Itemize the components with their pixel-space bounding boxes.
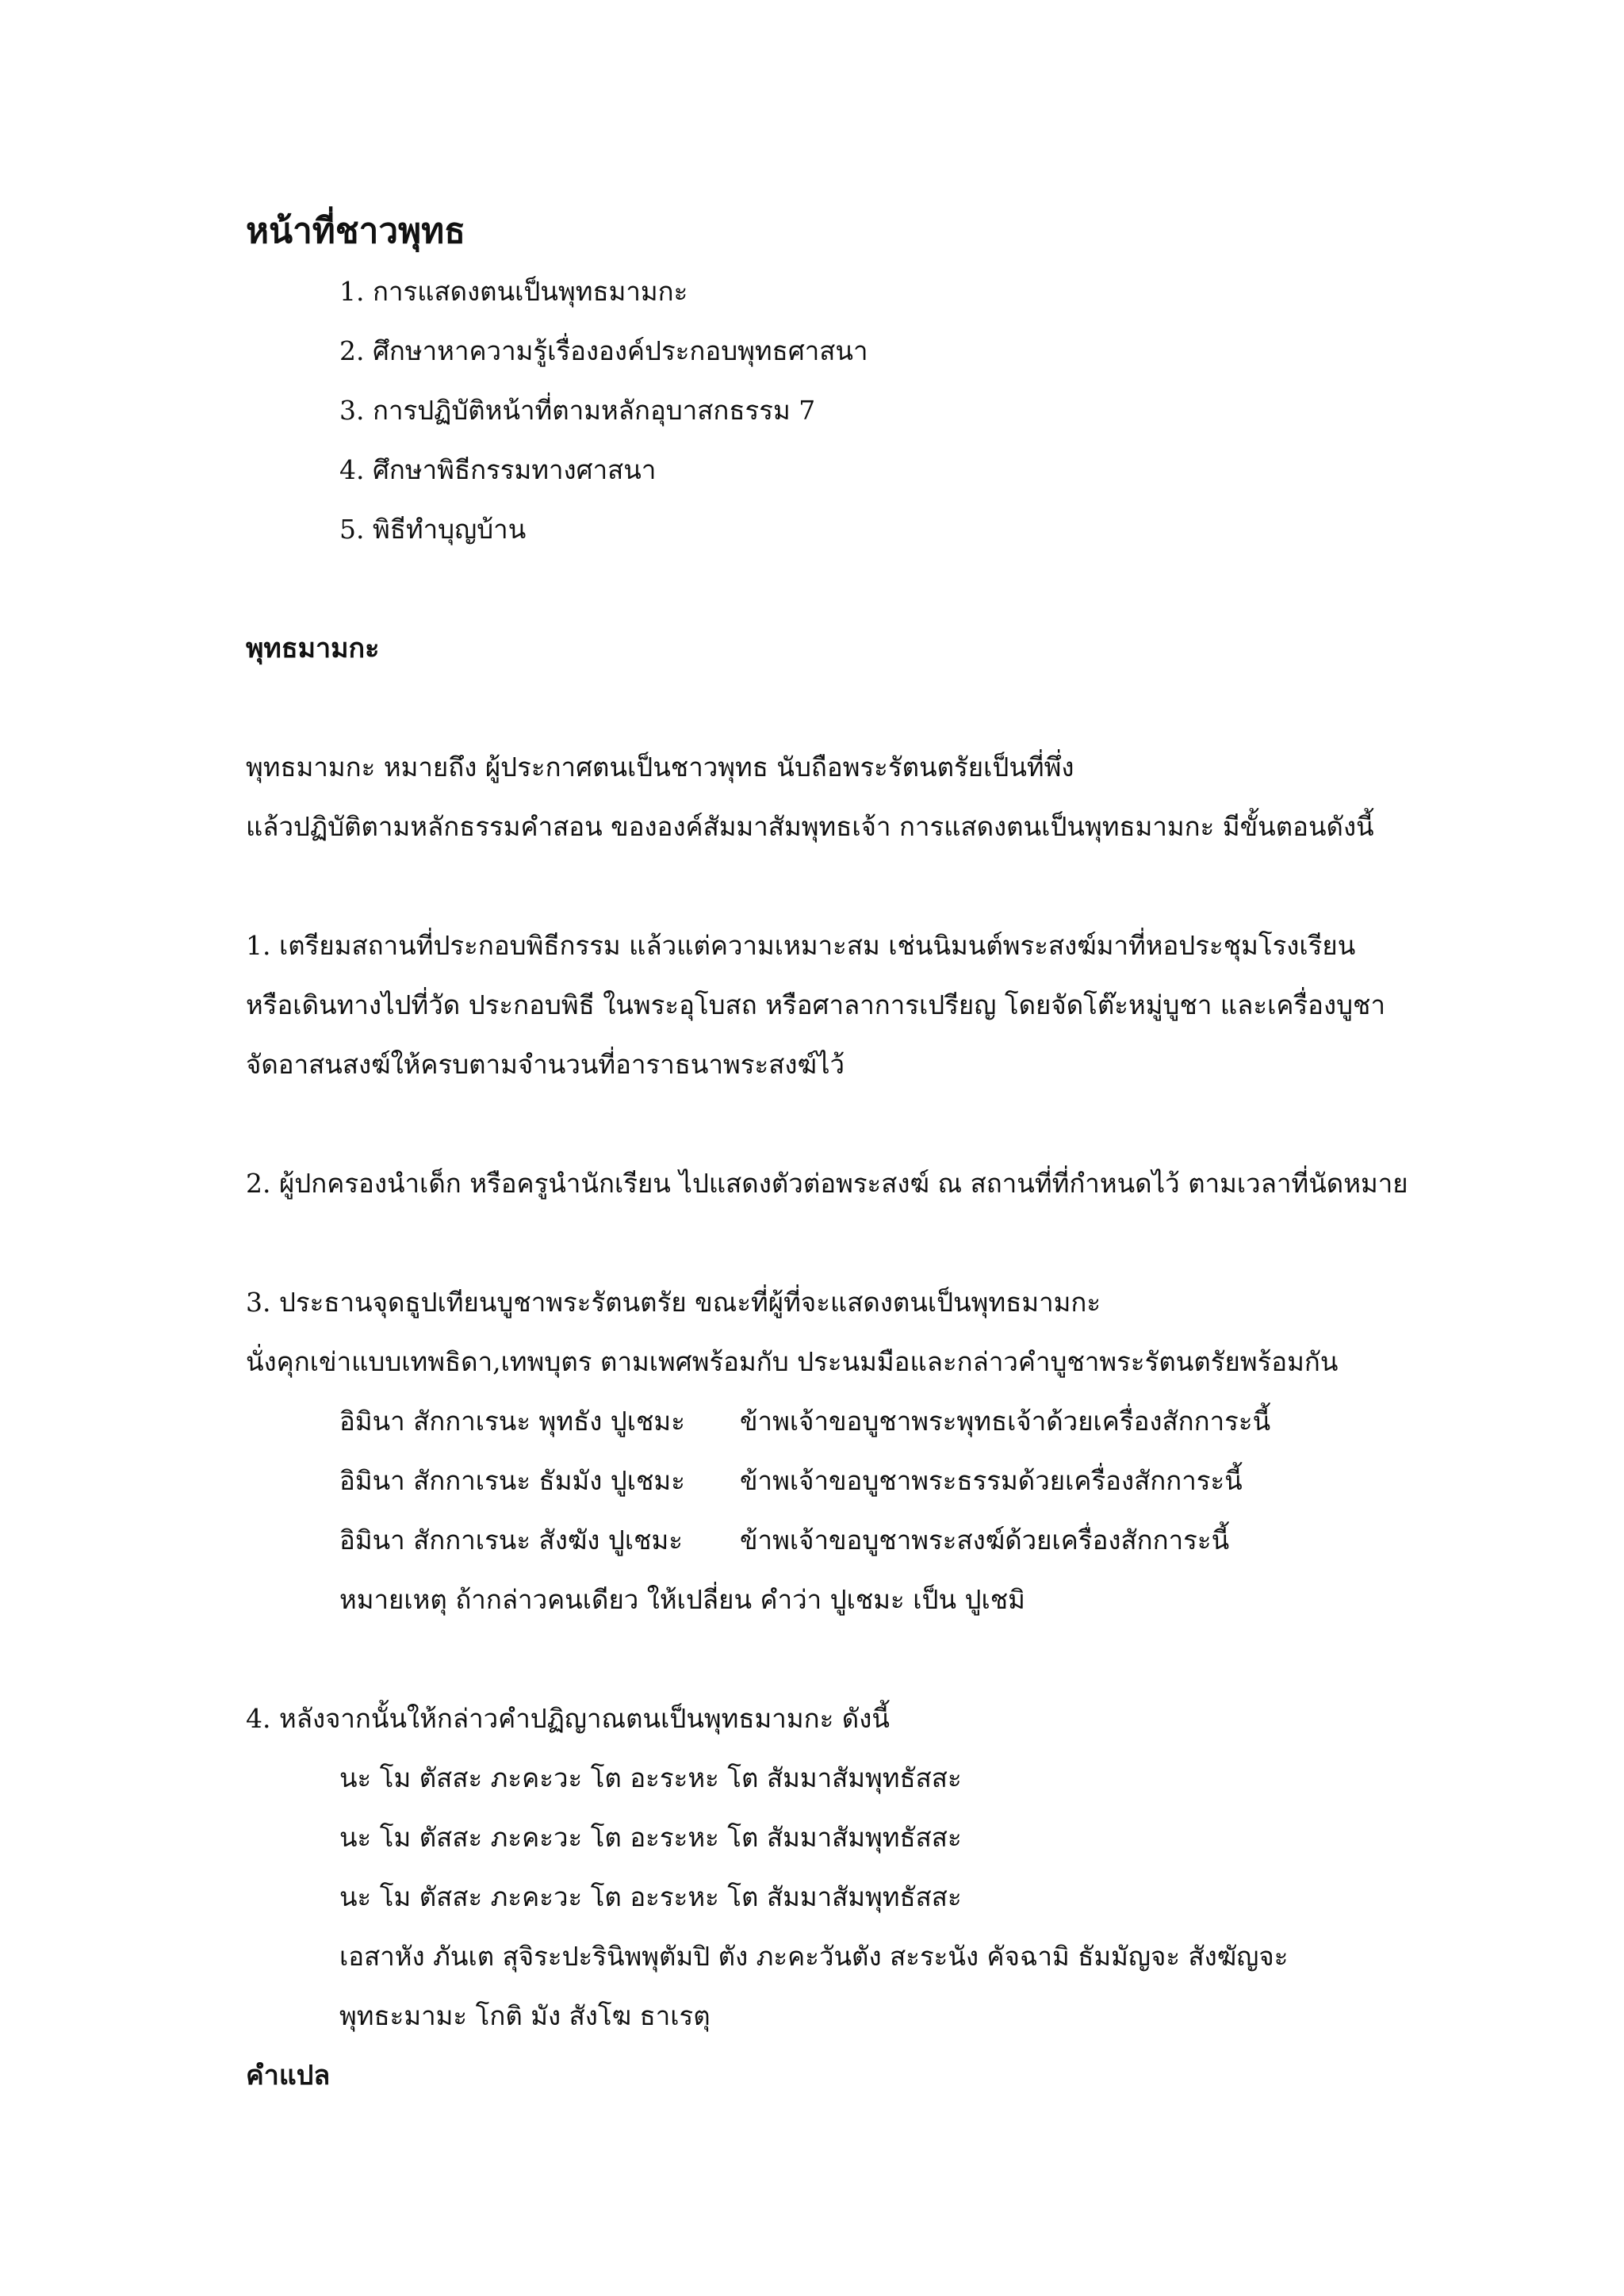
section-heading: พุทธมามกะ <box>246 633 380 664</box>
topic-item: 4. ศึกษาพิธีกรรมทางศาสนา <box>339 454 657 485</box>
topic-item: 1. การแสดงตนเป็นพุทธมามกะ <box>339 276 688 307</box>
chant-line: นะ โม ตัสสะ ภะคะวะ โต อะระหะ โต สัมมาสัมพุทธัสสะ <box>339 1881 962 1912</box>
offering-translation: ข้าพเจ้าขอบูชาพระพุทธเจ้าด้วยเครื่องสักการะนี้ <box>740 1406 1271 1437</box>
offering-pali: อิมินา สักกาเรนะ ธัมมัง ปูเชมะ <box>339 1465 685 1496</box>
chant-line: นะ โม ตัสสะ ภะคะวะ โต อะระหะ โต สัมมาสัมพุทธัสสะ <box>339 1822 962 1853</box>
intro-line: พุทธมามกะ หมายถึง ผู้ประกาศตนเป็นชาวพุทธ นับถือพระรัตนตรัยเป็นที่พึ่ง <box>246 752 1074 783</box>
offering-pali: อิมินา สักกาเรนะ สังฆัง ปูเชมะ <box>339 1525 684 1556</box>
step-3-line: นั่งคุกเข่าแบบเทพธิดา,เทพบุตร ตามเพศพร้อมกับ ประนมมือและกล่าวคำบูชาพระรัตนตรัยพร้อมกัน <box>246 1346 1339 1377</box>
step-4-line: 4. หลังจากนั้นให้กล่าวคำปฏิญาณตนเป็นพุทธมามกะ ดังนี้ <box>246 1703 890 1734</box>
topic-item: 3. การปฏิบัติหน้าที่ตามหลักอุบาสกธรรม 7 <box>339 395 816 426</box>
intro-line: แล้วปฏิบัติตามหลักธรรมคำสอน ขององค์สัมมาสัมพุทธเจ้า การแสดงตนเป็นพุทธมามกะ มีขั้นตอนดังนี้ <box>246 811 1374 842</box>
offering-translation: ข้าพเจ้าขอบูชาพระสงฆ์ด้วยเครื่องสักการะนี้ <box>740 1525 1230 1556</box>
step-1-line: หรือเดินทางไปที่วัด ประกอบพิธี ในพระอุโบสถ หรือศาลาการเปรียญ โดยจัดโต๊ะหมู่บูชา และเครื่องบูชา <box>246 989 1385 1020</box>
offering-line <box>339 1523 1229 1558</box>
offering-line <box>339 1464 1243 1498</box>
step-1-line: 1. เตรียมสถานที่ประกอบพิธีกรรม แล้วแต่ความเหมาะสม เช่นนิมนต์พระสงฆ์มาที่หอประชุมโรงเรียน <box>246 930 1356 961</box>
chant-line: พุทธะมามะ โกติ มัง สังโฆ ธาเรตุ <box>339 2000 710 2031</box>
note-line: หมายเหตุ ถ้ากล่าวคนเดียว ให้เปลี่ยน คำว่า ปูเชมะ เป็น ปูเชมิ <box>339 1584 1025 1615</box>
chant-line: เอสาหัง ภันเต สุจิระปะรินิพพุตัมปิ ตัง ภะคะวันตัง สะระนัง คัจฉามิ ธัมมัญจะ สังฆัญจะ <box>339 1941 1289 1972</box>
step-3-line: 3. ประธานจุดธูปเทียนบูชาพระรัตนตรัย ขณะที่ผู้ที่จะแสดงตนเป็นพุทธมามกะ <box>246 1287 1101 1318</box>
topic-item: 5. พิธีทำบุญบ้าน <box>339 514 527 545</box>
translation-heading: คำแปล <box>246 2060 331 2091</box>
page-title: หน้าที่ชาวพุทธ <box>246 211 465 251</box>
offering-pali: อิมินา สักกาเรนะ พุทธัง ปูเชมะ <box>339 1406 685 1437</box>
step-2-line: 2. ผู้ปกครองนำเด็ก หรือครูนำนักเรียน ไปแสดงตัวต่อพระสงฆ์ ณ สถานที่ที่กำหนดไว้ ตามเวลาที่นัดหมาย <box>246 1168 1408 1199</box>
topic-item: 2. ศึกษาหาความรู้เรื่ององค์ประกอบพุทธศาสนา <box>339 335 868 366</box>
step-1-line: จัดอาสนสงฆ์ให้ครบตามจำนวนที่อาราธนาพระสงฆ์ไว้ <box>246 1049 845 1080</box>
offering-line <box>339 1404 1270 1439</box>
offering-translation: ข้าพเจ้าขอบูชาพระธรรมด้วยเครื่องสักการะนี้ <box>740 1465 1243 1496</box>
chant-line: นะ โม ตัสสะ ภะคะวะ โต อะระหะ โต สัมมาสัมพุทธัสสะ <box>339 1762 962 1793</box>
